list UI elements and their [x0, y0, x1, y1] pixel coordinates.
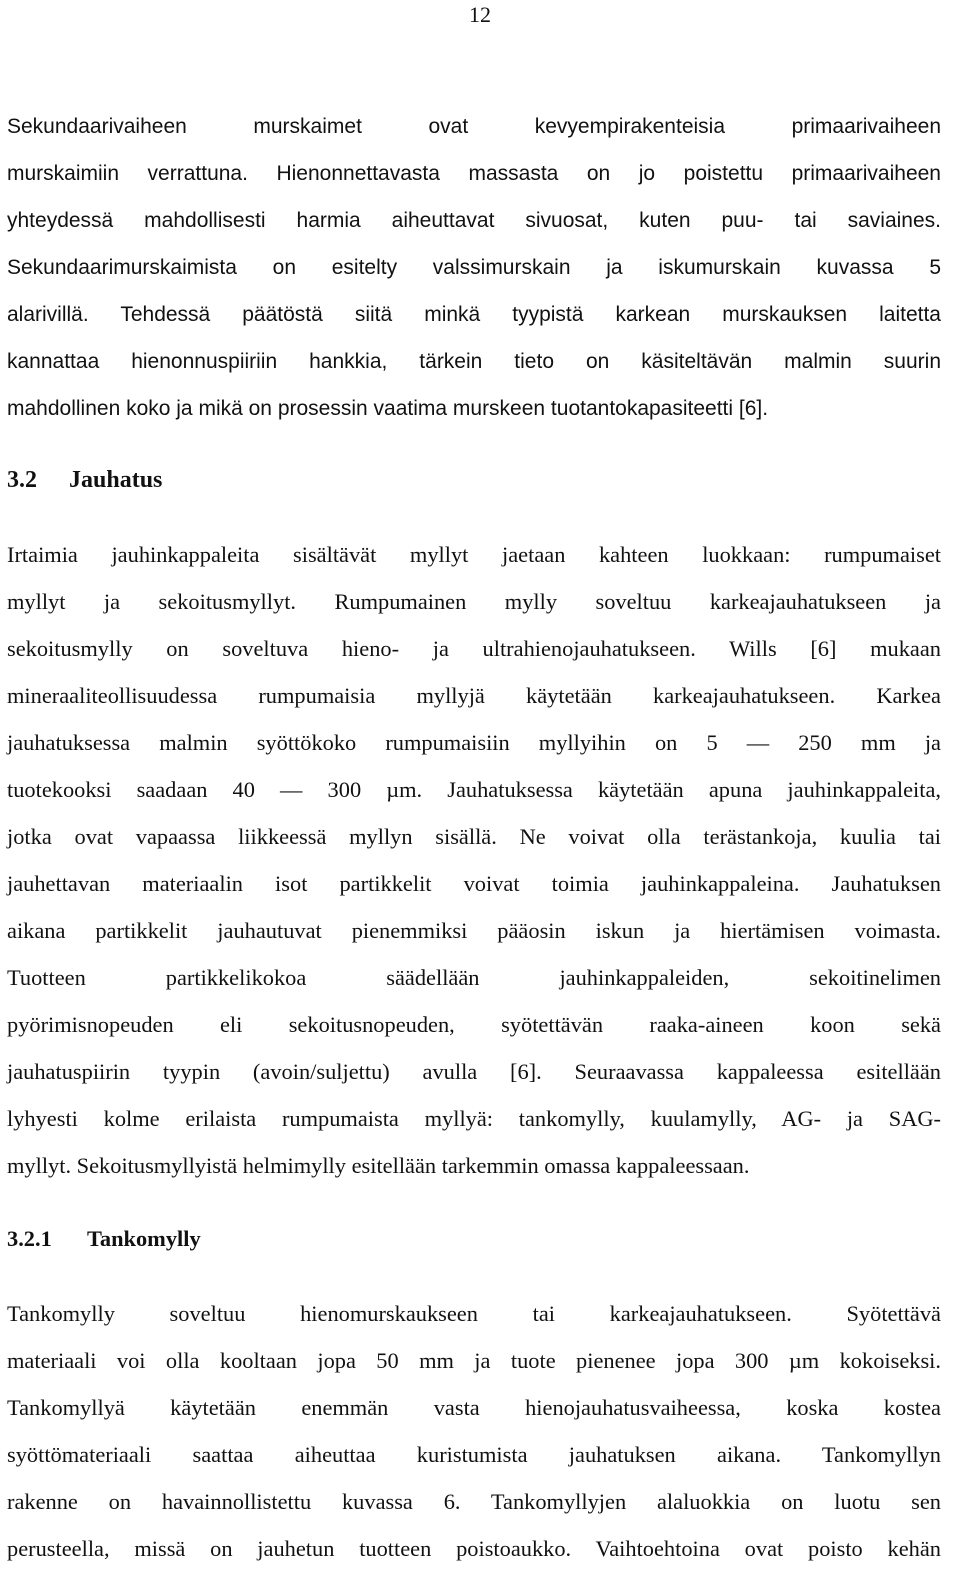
- paragraph-line: Sekundaarivaiheen murskaimet ovat kevyempirakenteisia primaarivaiheen: [7, 115, 941, 138]
- section-title: Tankomylly: [87, 1226, 201, 1251]
- paragraph-line: syöttömateriaali saattaa aiheuttaa kuristumista jauhatuksen aikana. Tankomyllyn: [7, 1442, 941, 1467]
- paragraph-line: Tankomyllyä käytetään enemmän vasta hienojauhatusvaiheessa, koska kostea: [7, 1395, 941, 1420]
- paragraph-line: yhteydessä mahdollisesti harmia aiheuttavat sivuosat, kuten puu- tai saviaines.: [7, 209, 941, 232]
- section-number: 3.2.1: [7, 1226, 52, 1251]
- paragraph-line: sekoitusmylly on soveltuva hieno- ja ultrahienojauhatukseen. Wills [6] mukaan: [7, 636, 941, 661]
- paragraph-line: Irtaimia jauhinkappaleita sisältävät myllyt jaetaan kahteen luokkaan: rumpumaiset: [7, 542, 941, 567]
- section-heading: [7, 464, 162, 496]
- section-number: 3.2: [7, 467, 37, 493]
- paragraph-line: jotka ovat vapaassa liikkeessä myllyn sisällä. Ne voivat olla terästankoja, kuulia tai: [7, 824, 941, 849]
- paragraph-line: Tankomylly soveltuu hienomurskaukseen tai karkeajauhatukseen. Syötettävä: [7, 1301, 941, 1326]
- paragraph-line: tuotekooksi saadaan 40 — 300 µm. Jauhatuksessa käytetään apuna jauhinkappaleita,: [7, 777, 941, 802]
- subsection-heading: [7, 1223, 201, 1255]
- paragraph-line: mineraaliteollisuudessa rumpumaisia myllyjä käytetään karkeajauhatukseen. Karkea: [7, 683, 941, 708]
- paragraph-line: jauhatuksessa malmin syöttökoko rumpumaisiin myllyihin on 5 — 250 mm ja: [7, 730, 941, 755]
- paragraph-line: alarivillä. Tehdessä päätöstä siitä minkä tyypistä karkean murskauksen laitetta: [7, 303, 941, 326]
- section-title: Jauhatus: [69, 467, 163, 493]
- paragraph-line: materiaali voi olla kooltaan jopa 50 mm ja tuote pienenee jopa 300 µm kokoiseksi.: [7, 1348, 941, 1373]
- page-number: 12: [469, 2, 491, 27]
- paragraph-line: Tuotteen partikkelikokoa säädellään jauhinkappaleiden, sekoitinelimen: [7, 965, 941, 990]
- paragraph-line: aikana partikkelit jauhautuvat pienemmiksi pääosin iskun ja hiertämisen voimasta.: [7, 918, 941, 943]
- paragraph-line: murskaimiin verrattuna. Hienonnettavasta massasta on jo poistettu primaarivaiheen: [7, 162, 941, 185]
- paragraph-line: jauhettavan materiaalin isot partikkelit voivat toimia jauhinkappaleina. Jauhatuksen: [7, 871, 941, 896]
- paragraph-line: myllyt ja sekoitusmyllyt. Rumpumainen mylly soveltuu karkeajauhatukseen ja: [7, 589, 941, 614]
- paragraph-line: pyörimisnopeuden eli sekoitusnopeuden, syötettävän raaka-aineen koon sekä: [7, 1012, 941, 1037]
- paragraph-line: kannattaa hienonnuspiiriin hankkia, tärkein tieto on käsiteltävän malmin suurin: [7, 350, 941, 373]
- paragraph-line: rakenne on havainnollistettu kuvassa 6. Tankomyllyjen alaluokkia on luotu sen: [7, 1489, 941, 1514]
- paragraph-line: mahdollinen koko ja mikä on prosessin vaatima murskeen tuotantokapasiteetti [6].: [7, 397, 769, 420]
- paragraph-line: myllyt. Sekoitusmyllyistä helmimylly esitellään tarkemmin omassa kappaleessaan.: [7, 1153, 750, 1178]
- paragraph-line: lyhyesti kolme erilaista rumpumaista myllyä: tankomylly, kuulamylly, AG- ja SAG-: [7, 1106, 941, 1131]
- paragraph-line: jauhatuspiirin tyypin (avoin/suljettu) avulla [6]. Seuraavassa kappaleessa esitellään: [7, 1059, 941, 1084]
- paragraph-line: Sekundaarimurskaimista on esitelty valssimurskain ja iskumurskain kuvassa 5: [7, 256, 941, 279]
- paragraph-line: perusteella, missä on jauhetun tuotteen poistoaukko. Vaihtoehtoina ovat poisto kehän: [7, 1536, 941, 1561]
